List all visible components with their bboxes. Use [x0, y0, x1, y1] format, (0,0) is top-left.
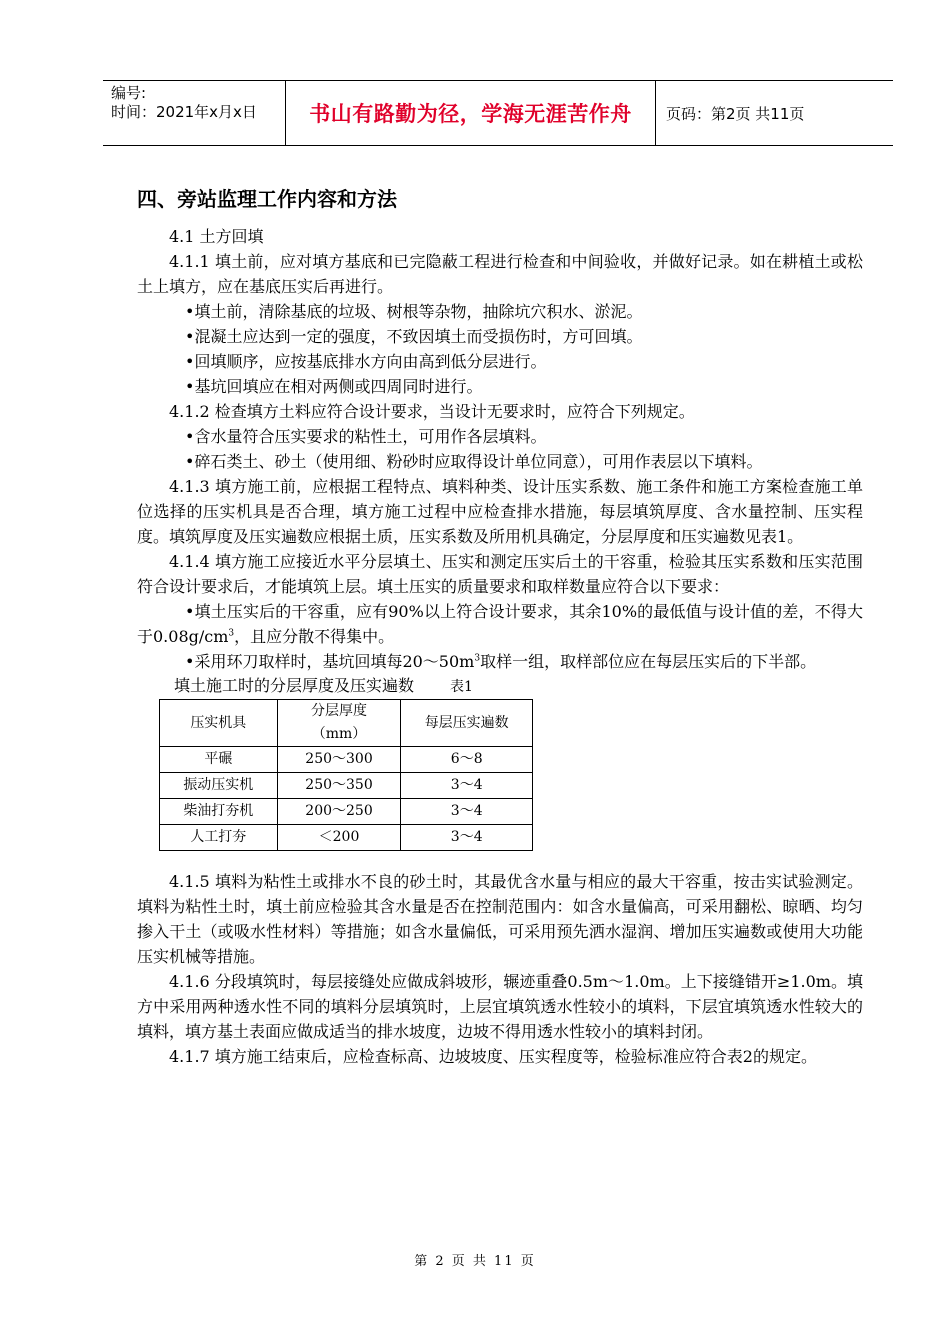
page-header — [103, 80, 893, 146]
header-line: （mm） — [311, 726, 367, 742]
superscript: 3 — [474, 653, 481, 664]
table-cell: ＜200 — [277, 825, 401, 851]
header-line: 分层厚度 — [311, 703, 368, 719]
section-title: 四、旁站监理工作内容和方法 — [137, 187, 397, 211]
bullet-item: •回填顺序，应按基底排水方向由高到低分层进行。 — [185, 352, 547, 371]
table-cell: 振动压实机 — [160, 773, 278, 799]
paragraph: 4.1.5 填料为粘性土或排水不良的砂土时，其最优含水量与相应的最大干容重，按击实试验测定。填料为粘性土时，填土前应检验其含水量是否在控制范围内：如含水量偏高，可采用翻松、晾晒、均匀掺入干土（或吸水性材料）等措施；如含水量偏低，可采用预先洒水湿润、增加压实遍数或使用大功能压实机械等措施。 — [137, 872, 863, 966]
table-header-row — [160, 700, 533, 747]
paragraph: 4.1.6 分段填筑时，每层接缝处应做成斜坡形，辗迹重叠0.5m～1.0m。上下接缝错开≥1.0m。填方中采用两种透水性不同的填料分层填筑时，上层宜填筑透水性较小的填料，下层宜填筑透水性较大的填料，填方基土表面应做成适当的排水坡度，边坡不得用透水性较小的填料封闭。 — [137, 972, 863, 1041]
paragraph: 4.1.4 填方施工应接近水平分层填土、压实和测定压实后土的干容重，检验其压实系数和压实范围符合设计要求后，才能填筑上层。填土压实的质量要求和取样数量应符合以下要求： — [137, 552, 863, 596]
table-cell: 250～300 — [277, 747, 401, 773]
bullet-item: •基坑回填应在相对两侧或四周同时进行。 — [185, 377, 483, 396]
bullet-text: •采用环刀取样时，基坑回填每20～50m — [185, 652, 475, 671]
document-body — [137, 184, 863, 1069]
table-row — [160, 799, 533, 825]
bullet-item: •含水量符合压实要求的粘性土，可用作各层填料。 — [185, 427, 547, 446]
header-motto: 书山有路勤为径，学海无涯苦作舟 — [286, 81, 656, 145]
column-header: 每层压实遍数 — [401, 700, 533, 747]
document-number-label: 编号: — [111, 84, 147, 102]
paragraph: 4.1.1 填土前，应对填方基底和已完隐蔽工程进行检查和中间验收，并做好记录。如在耕植土或松土上填方，应在基底压实后再进行。 — [137, 252, 863, 296]
column-header — [277, 700, 401, 747]
column-header: 压实机具 — [160, 700, 278, 747]
table-title: 填土施工时的分层厚度及压实遍数 — [174, 676, 415, 695]
table-cell: 6～8 — [401, 747, 533, 773]
bullet-item — [137, 599, 863, 649]
paragraph: 4.1.7 填方施工结束后，应检查标高、边坡坡度、压实程度等，检验标准应符合表2的规定。 — [169, 1047, 817, 1066]
bullet-item: •碎石类土、砂土（使用细、粉砂时应取得设计单位同意），可用作表层以下填料。 — [185, 452, 763, 471]
bullet-text: ，且应分散不得集中。 — [234, 627, 395, 646]
header-meta — [103, 81, 286, 145]
layer-thickness-table — [159, 699, 533, 851]
bullet-text: •填土压实后的干容重，应有90%以上符合设计要求，其余10%的最低值与设计值的差，不得大于0.08g/cm — [137, 602, 863, 646]
page-footer: 第 2 页 共 11 页 — [414, 1254, 536, 1269]
table-cell: 人工打夯 — [160, 825, 278, 851]
paragraph: 4.1.3 填方施工前，应根据工程特点、填料种类、设计压实系数、施工条件和施工方案检查施工单位选择的压实机具是否合理，填方施工过程中应检查排水措施，每层填筑厚度、含水量控制、压实程度。填筑厚度及压实遍数应根据土质，压实系数及所用机具确定，分层厚度和压实遍数见表1。 — [137, 477, 863, 546]
table-row — [160, 825, 533, 851]
bullet-item — [137, 649, 863, 674]
header-page-info: 页码：第2页 共11页 — [666, 104, 805, 123]
table-cell: 平碾 — [160, 747, 278, 773]
table-cell: 3～4 — [401, 773, 533, 799]
table-cell: 柴油打夯机 — [160, 799, 278, 825]
table-cell: 3～4 — [401, 799, 533, 825]
bullet-item: •混凝土应达到一定的强度，不致因填土而受损伤时，方可回填。 — [185, 327, 643, 346]
table-caption — [137, 674, 863, 699]
bullet-text: 取样一组，取样部位应在每层压实后的下半部。 — [480, 652, 817, 671]
subsection-heading: 4.1 土方回填 — [169, 227, 264, 246]
table-row — [160, 773, 533, 799]
document-time: 时间：2021年x月x日 — [111, 103, 257, 121]
table-cell: 3～4 — [401, 825, 533, 851]
table-cell: 250～350 — [277, 773, 401, 799]
table-cell: 200～250 — [277, 799, 401, 825]
table-number: 表1 — [450, 679, 473, 695]
superscript: 3 — [228, 628, 235, 639]
table-row — [160, 747, 533, 773]
bullet-item: •填土前，清除基底的垃圾、树根等杂物，抽除坑穴积水、淤泥。 — [185, 302, 643, 321]
paragraph: 4.1.2 检查填方土料应符合设计要求，当设计无要求时，应符合下列规定。 — [169, 402, 695, 421]
